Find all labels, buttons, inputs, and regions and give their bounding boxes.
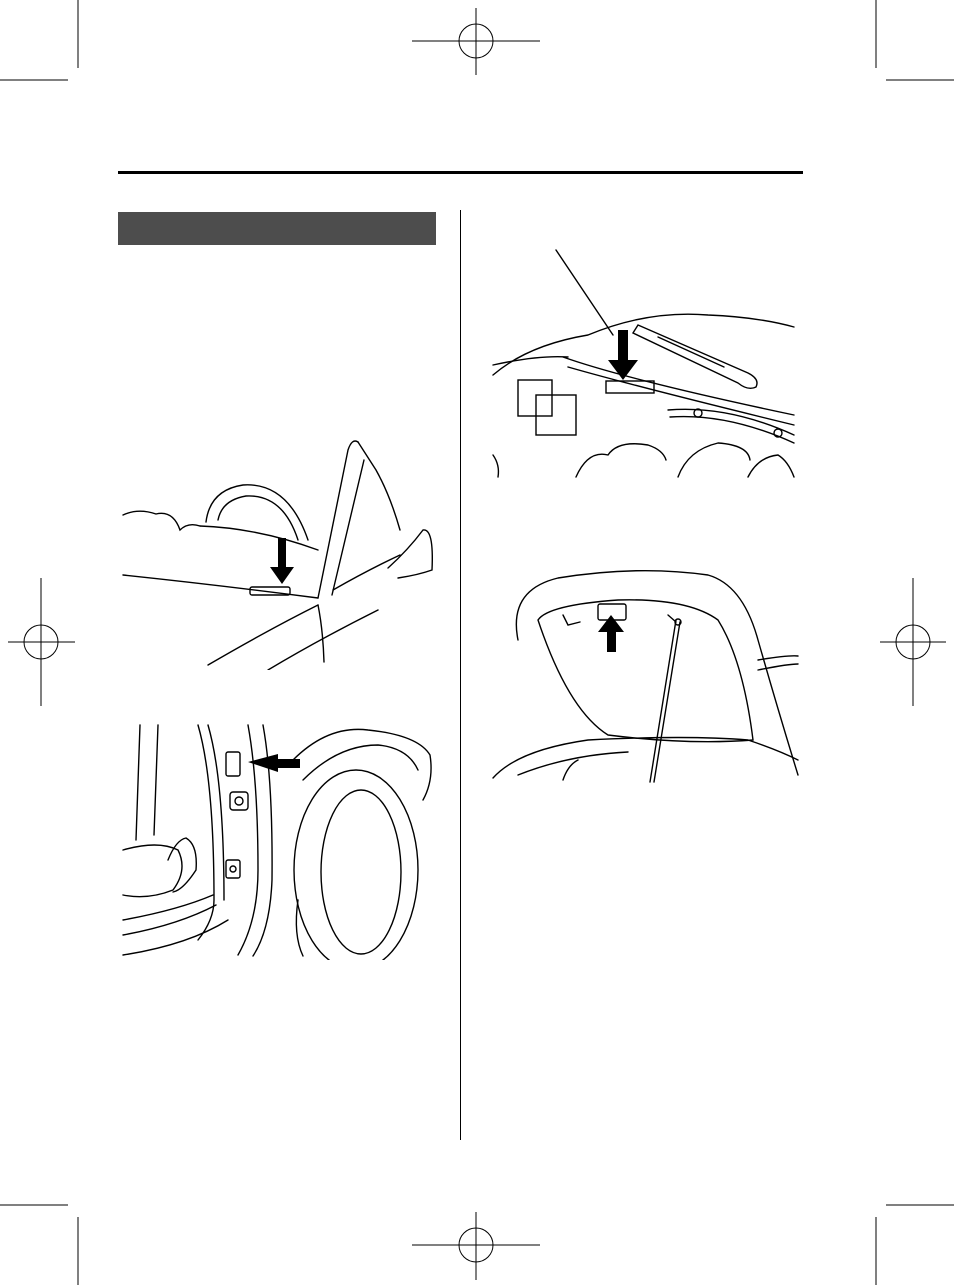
engine-label-plate [606, 381, 654, 393]
engine-bay-illustration [488, 245, 800, 480]
section-heading-bar [118, 212, 436, 245]
dashboard-illustration [118, 430, 438, 670]
header-rule [118, 171, 803, 174]
door-pillar-illustration [118, 720, 438, 960]
hood-underside-illustration [488, 560, 800, 790]
arrow-down-icon [270, 538, 294, 584]
label-plate [226, 752, 240, 776]
column-divider [460, 210, 461, 1140]
arrow-left-icon [248, 754, 300, 772]
